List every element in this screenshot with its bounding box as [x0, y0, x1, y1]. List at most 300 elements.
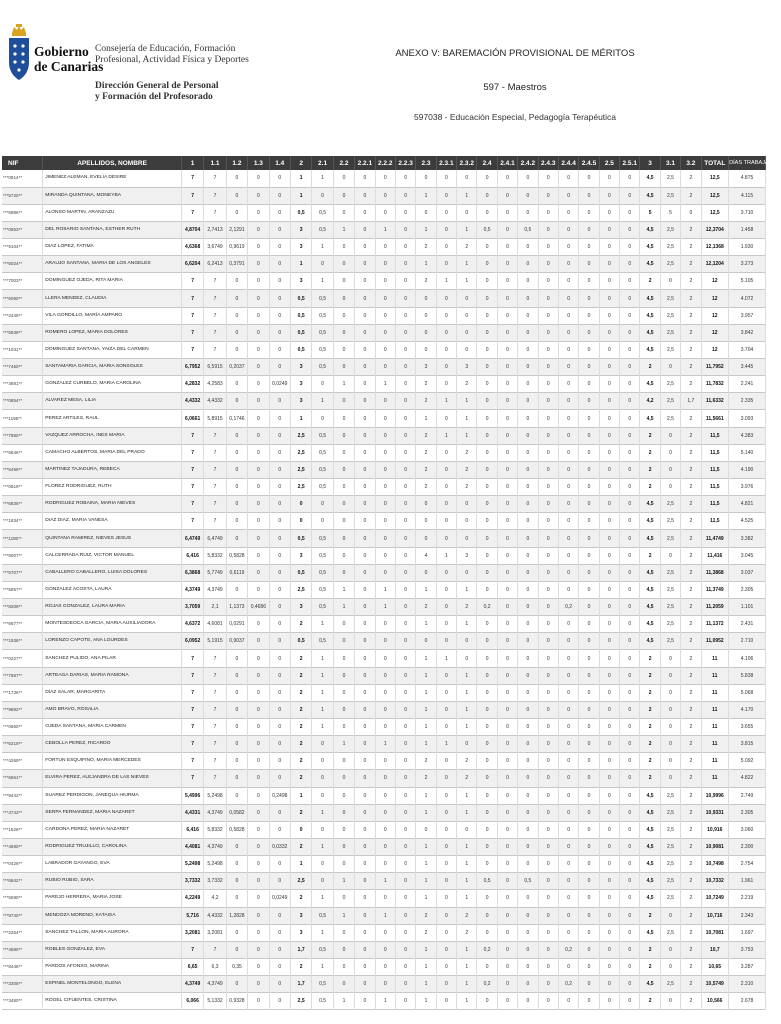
table-cell: LLERA MENDEZ, CLAUDIA — [43, 290, 182, 307]
table-cell: 0 — [375, 359, 395, 376]
table-cell: 4,4331 — [181, 804, 203, 821]
table-cell: 0 — [248, 479, 269, 496]
table-cell: 0 — [375, 461, 395, 478]
table-cell: SANCHEZ PULIDO, ANA PILAR — [43, 650, 182, 667]
table-cell: 0 — [538, 667, 558, 684]
table-cell: 1 — [312, 239, 333, 256]
table-cell: 4,5 — [640, 821, 660, 838]
table-cell: 0 — [395, 513, 415, 530]
table-cell: 0 — [333, 444, 354, 461]
table-cell: 0 — [599, 187, 619, 204]
column-header: 2.2.2 — [375, 156, 395, 170]
table-cell: 0 — [599, 479, 619, 496]
table-cell: 0,5 — [312, 547, 333, 564]
table-cell: 2 — [416, 461, 436, 478]
table-cell: 0 — [579, 530, 599, 547]
table-cell: 0,0249 — [269, 890, 290, 907]
table-cell: 0 — [269, 324, 290, 341]
table-cell: 7 — [181, 701, 203, 718]
table-cell: 0 — [436, 564, 456, 581]
table-cell: 0 — [599, 204, 619, 221]
table-cell: 0 — [599, 821, 619, 838]
table-cell: 0 — [660, 650, 680, 667]
table-cell: 0,5 — [290, 564, 311, 581]
table-row — [2, 976, 766, 993]
table-cell: 0 — [497, 684, 517, 701]
table-cell: 4.190 — [729, 461, 766, 478]
table-cell: 0 — [599, 221, 619, 238]
table-cell: 0 — [579, 273, 599, 290]
table-row — [2, 616, 766, 633]
table-cell: 0 — [558, 993, 578, 1010]
table-cell: 0,5 — [312, 290, 333, 307]
table-cell: 2,5 — [660, 307, 680, 324]
table-cell: 11 — [701, 753, 729, 770]
table-cell: ROMERO LOPEZ, MARIA DOLORES — [43, 324, 182, 341]
table-cell: 1 — [436, 427, 456, 444]
table-cell: 0 — [333, 856, 354, 873]
table-cell: 7 — [181, 187, 203, 204]
table-cell: 0 — [248, 341, 269, 358]
table-cell: 0 — [620, 838, 640, 855]
table-cell: 2 — [640, 479, 660, 496]
table-cell: 0 — [599, 838, 619, 855]
table-cell: 0,6119 — [226, 564, 247, 581]
table-cell: 0 — [599, 701, 619, 718]
table-cell: 0 — [538, 410, 558, 427]
table-cell: 0 — [538, 496, 558, 513]
table-cell: 7 — [204, 170, 226, 187]
table-cell: ***6090** — [2, 290, 43, 307]
table-cell: 0 — [558, 719, 578, 736]
table-cell: 2 — [681, 667, 701, 684]
table-cell: 0 — [518, 393, 538, 410]
table-cell: 0 — [269, 753, 290, 770]
table-cell: 0 — [375, 753, 395, 770]
table-cell: 0 — [457, 650, 477, 667]
table-cell: 0 — [579, 204, 599, 221]
table-cell: 0 — [497, 256, 517, 273]
table-cell: 4,3749 — [204, 976, 226, 993]
table-cell: 7 — [204, 307, 226, 324]
table-cell: 2 — [640, 701, 660, 718]
table-cell: 0 — [518, 976, 538, 993]
table-cell: 0 — [333, 256, 354, 273]
table-cell: 0 — [599, 958, 619, 975]
table-cell: 0 — [248, 684, 269, 701]
table-cell: 0 — [248, 221, 269, 238]
table-cell: 2 — [416, 273, 436, 290]
table-cell: 0 — [248, 890, 269, 907]
table-cell: 0 — [333, 530, 354, 547]
table-cell: 2.749 — [729, 787, 766, 804]
table-cell: 7 — [181, 667, 203, 684]
table-cell: 0 — [599, 324, 619, 341]
table-cell: 0 — [416, 821, 436, 838]
table-cell: 0 — [416, 290, 436, 307]
table-cell: 2.431 — [729, 616, 766, 633]
table-cell: 0 — [248, 496, 269, 513]
table-cell: 2,5 — [660, 393, 680, 410]
table-cell: 4,5 — [640, 307, 660, 324]
table-cell: 1 — [457, 958, 477, 975]
table-cell: 0 — [599, 410, 619, 427]
table-cell: 1 — [416, 187, 436, 204]
table-cell: 0 — [477, 564, 497, 581]
table-cell: ***2264** — [2, 924, 43, 941]
table-cell: 1 — [375, 581, 395, 598]
table-cell: 0 — [579, 941, 599, 958]
table-cell: 3 — [290, 599, 311, 616]
document-subtitle-body: 597 - Maestros — [483, 82, 547, 93]
table-cell: 0 — [620, 290, 640, 307]
table-cell: ***3308** — [2, 976, 43, 993]
table-row — [2, 633, 766, 650]
table-cell: 1 — [416, 667, 436, 684]
table-cell: 2,5 — [660, 890, 680, 907]
table-cell: 1 — [457, 941, 477, 958]
table-cell: 2.678 — [729, 993, 766, 1010]
table-row — [2, 736, 766, 753]
table-cell: 6,3 — [204, 958, 226, 975]
table-cell: 0 — [497, 273, 517, 290]
table-cell: ***8448** — [2, 958, 43, 975]
table-cell: ***7460** — [2, 359, 43, 376]
table-cell: 0 — [416, 564, 436, 581]
table-cell: 1,7 — [290, 976, 311, 993]
table-cell: 0 — [599, 444, 619, 461]
table-cell: 0 — [620, 804, 640, 821]
table-cell: 2 — [681, 907, 701, 924]
table-cell: 0 — [248, 804, 269, 821]
table-cell: 0 — [457, 496, 477, 513]
table-cell: 0 — [416, 324, 436, 341]
table-cell: 11 — [701, 770, 729, 787]
table-cell: ***1031** — [2, 341, 43, 358]
table-row — [2, 856, 766, 873]
table-cell: 0 — [477, 753, 497, 770]
table-cell: 0 — [599, 599, 619, 616]
table-cell: 2 — [681, 564, 701, 581]
table-cell: 0 — [518, 564, 538, 581]
table-cell: 3 — [290, 221, 311, 238]
table-cell: 0 — [395, 307, 415, 324]
table-cell: 0 — [355, 684, 375, 701]
table-cell: 0 — [312, 256, 333, 273]
table-cell: 0 — [538, 838, 558, 855]
table-cell: 0 — [538, 753, 558, 770]
table-cell: 0 — [660, 701, 680, 718]
table-cell: 0 — [248, 719, 269, 736]
table-cell: 0 — [558, 650, 578, 667]
table-cell: 11,416 — [701, 547, 729, 564]
table-cell: 11 — [701, 650, 729, 667]
table-cell: 2 — [416, 239, 436, 256]
table-cell: 1 — [333, 736, 354, 753]
table-cell: 0 — [436, 804, 456, 821]
column-header: 2.4.4 — [558, 156, 578, 170]
table-cell: 10,7498 — [701, 856, 729, 873]
table-cell: 0 — [355, 341, 375, 358]
table-cell: 1 — [416, 958, 436, 975]
table-cell: 0 — [375, 976, 395, 993]
table-cell: 0 — [333, 324, 354, 341]
table-cell: 0,5 — [290, 341, 311, 358]
table-cell: GONZALEZ CURBELO, MARIA CAROLINA — [43, 376, 182, 393]
table-cell: 1 — [375, 221, 395, 238]
table-cell: 0 — [579, 393, 599, 410]
table-cell: RUBIO RUBIO, SARA — [43, 873, 182, 890]
table-cell: 0 — [599, 684, 619, 701]
table-cell: 1 — [436, 547, 456, 564]
table-cell: 0 — [333, 719, 354, 736]
table-cell: ***2449** — [2, 307, 43, 324]
table-cell: 3.710 — [729, 204, 766, 221]
table-cell: 0 — [538, 204, 558, 221]
table-cell: 2 — [681, 170, 701, 187]
table-row — [2, 256, 766, 273]
table-cell: CARDONA PEREZ, MARIA NAZARET — [43, 821, 182, 838]
table-cell: ***1195** — [2, 410, 43, 427]
table-cell: 0,5 — [312, 307, 333, 324]
column-header: 2.1 — [312, 156, 333, 170]
table-cell: 0 — [558, 239, 578, 256]
table-cell: 4,5 — [640, 496, 660, 513]
table-cell: 1 — [457, 273, 477, 290]
table-cell: 0 — [375, 616, 395, 633]
table-cell: 0 — [497, 770, 517, 787]
table-cell: 0 — [248, 993, 269, 1010]
table-cell: 0 — [681, 204, 701, 221]
table-cell: 10,9331 — [701, 804, 729, 821]
table-cell: 3.445 — [729, 359, 766, 376]
table-cell: 4,4332 — [204, 393, 226, 410]
table-cell: 0 — [599, 170, 619, 187]
table-cell: 0 — [660, 359, 680, 376]
table-cell: 1 — [436, 393, 456, 410]
table-cell: 0 — [248, 256, 269, 273]
table-cell: 0 — [436, 941, 456, 958]
table-cell: 4,5 — [640, 924, 660, 941]
table-cell: 0 — [538, 907, 558, 924]
table-cell: 0 — [579, 753, 599, 770]
table-cell: 7 — [204, 341, 226, 358]
table-cell: 0 — [518, 838, 538, 855]
table-cell: 0 — [620, 958, 640, 975]
table-cell: 0 — [436, 581, 456, 598]
table-cell: 0 — [620, 633, 640, 650]
table-cell: 0 — [395, 667, 415, 684]
table-cell: 0 — [579, 547, 599, 564]
table-cell: 5,4996 — [181, 787, 203, 804]
table-cell: 4,2583 — [204, 376, 226, 393]
table-cell: 0 — [269, 187, 290, 204]
table-cell: 1 — [416, 804, 436, 821]
table-cell: 10,7 — [701, 941, 729, 958]
table-cell: 0 — [477, 821, 497, 838]
table-cell: 3.842 — [729, 324, 766, 341]
table-cell: 0 — [538, 324, 558, 341]
table-cell: 0 — [226, 341, 247, 358]
table-cell: 0 — [226, 976, 247, 993]
table-cell: 0 — [599, 924, 619, 941]
table-cell: 12,1204 — [701, 256, 729, 273]
table-cell: 2 — [457, 239, 477, 256]
table-cell: 0 — [269, 599, 290, 616]
table-cell: 0 — [355, 547, 375, 564]
table-cell: 0 — [497, 787, 517, 804]
table-cell: 2,5 — [290, 993, 311, 1010]
table-cell: 0 — [269, 239, 290, 256]
table-row — [2, 427, 766, 444]
table-cell: 0 — [226, 376, 247, 393]
table-cell: 0 — [269, 650, 290, 667]
table-cell: 6,4749 — [204, 530, 226, 547]
table-cell: 0 — [558, 410, 578, 427]
table-cell: 0 — [558, 770, 578, 787]
table-cell: 4,5 — [640, 581, 660, 598]
table-cell: 2 — [681, 581, 701, 598]
table-cell: 11 — [701, 719, 729, 736]
table-cell: 1 — [416, 410, 436, 427]
table-cell: 2 — [681, 787, 701, 804]
table-cell: 0 — [248, 547, 269, 564]
table-cell: 0 — [477, 324, 497, 341]
table-cell: 2,5 — [660, 496, 680, 513]
table-cell: 0 — [518, 496, 538, 513]
org-line-1: Consejería de Educación, Formación — [95, 44, 236, 54]
table-cell: 4,5 — [640, 838, 660, 855]
table-cell: 0 — [355, 273, 375, 290]
table-cell: 4.115 — [729, 187, 766, 204]
table-cell: ***5007** — [2, 547, 43, 564]
table-cell: 0 — [599, 941, 619, 958]
table-cell: 12,5 — [701, 187, 729, 204]
table-cell: 2,5 — [660, 581, 680, 598]
table-cell: 6,0661 — [181, 410, 203, 427]
document-header — [0, 0, 768, 150]
table-cell: DOMINGUEZ OJEDA, RITA MARIA — [43, 273, 182, 290]
table-cell: 7 — [181, 650, 203, 667]
table-cell: 2.300 — [729, 838, 766, 855]
table-cell: 7 — [181, 513, 203, 530]
table-cell: 0 — [599, 753, 619, 770]
table-cell: 7 — [204, 667, 226, 684]
table-cell: 0 — [477, 444, 497, 461]
table-cell: 0 — [290, 513, 311, 530]
table-cell: 4,6368 — [181, 239, 203, 256]
table-cell: 4,5 — [640, 804, 660, 821]
table-cell: 0 — [497, 873, 517, 890]
table-cell: 2 — [457, 376, 477, 393]
table-cell: 11,5 — [701, 513, 729, 530]
table-row — [2, 496, 766, 513]
table-cell: 0 — [558, 427, 578, 444]
table-cell: 0 — [477, 496, 497, 513]
table-cell: 0 — [497, 599, 517, 616]
table-cell: 0 — [333, 410, 354, 427]
table-cell: 0 — [518, 273, 538, 290]
table-cell: 1 — [290, 787, 311, 804]
table-cell: 0 — [355, 821, 375, 838]
column-header: 2.2.3 — [395, 156, 415, 170]
table-cell: 11,5 — [701, 479, 729, 496]
table-cell: 0 — [375, 324, 395, 341]
table-cell: 0 — [477, 290, 497, 307]
table-cell: 0 — [248, 204, 269, 221]
table-cell: 7 — [204, 753, 226, 770]
table-cell: 0 — [436, 821, 456, 838]
table-cell: 0 — [436, 341, 456, 358]
table-cell: 12 — [701, 324, 729, 341]
table-cell: 0 — [599, 461, 619, 478]
table-cell: AMO BRAVO, ROSALIA — [43, 701, 182, 718]
table-cell: 0,5 — [518, 873, 538, 890]
table-cell: FLOREZ RODRIGUEZ, RUTH — [43, 479, 182, 496]
table-cell: 0 — [269, 873, 290, 890]
table-cell: 0 — [518, 856, 538, 873]
table-cell: DEL ROSARIO SANTANA, ESTHER RUTH — [43, 221, 182, 238]
table-cell: 0 — [579, 599, 599, 616]
table-cell: 0 — [355, 770, 375, 787]
table-cell: 0 — [375, 239, 395, 256]
table-cell: 0 — [497, 461, 517, 478]
table-row — [2, 753, 766, 770]
table-cell: 0 — [477, 307, 497, 324]
table-cell: 0 — [355, 256, 375, 273]
table-cell: 5.140 — [729, 444, 766, 461]
table-cell: 0 — [248, 976, 269, 993]
table-cell: 0 — [660, 736, 680, 753]
table-cell: 0,5 — [312, 993, 333, 1010]
table-cell: 2.710 — [729, 633, 766, 650]
table-cell: 2 — [681, 633, 701, 650]
table-cell: 2 — [681, 427, 701, 444]
table-cell: 0 — [497, 821, 517, 838]
table-cell: 0 — [248, 461, 269, 478]
table-cell: 3.704 — [729, 341, 766, 358]
table-cell: 0 — [620, 787, 640, 804]
table-cell: 3,7332 — [204, 873, 226, 890]
table-cell: 0 — [579, 307, 599, 324]
table-cell: 4,5 — [640, 256, 660, 273]
table-cell: 0,9328 — [226, 993, 247, 1010]
table-cell: 0 — [333, 273, 354, 290]
table-cell: 0 — [248, 307, 269, 324]
table-cell: 0 — [436, 856, 456, 873]
column-header: 2.4.2 — [518, 156, 538, 170]
table-cell: 0 — [579, 907, 599, 924]
table-cell: 0 — [355, 221, 375, 238]
table-cell: 0 — [355, 993, 375, 1010]
table-cell: 0 — [248, 924, 269, 941]
table-cell: FORTUN ESQUIFINO, MARIA MERCEDES — [43, 753, 182, 770]
table-cell: 0 — [355, 324, 375, 341]
table-cell: ***6024** — [2, 256, 43, 273]
table-cell: 0 — [518, 307, 538, 324]
table-cell: 0 — [538, 821, 558, 838]
table-cell: 0 — [518, 787, 538, 804]
table-cell: 2,5 — [660, 170, 680, 187]
table-cell: 0,2 — [558, 599, 578, 616]
table-cell: 0 — [620, 753, 640, 770]
table-cell: 0 — [538, 444, 558, 461]
table-cell: ***6677** — [2, 616, 43, 633]
table-cell: 7 — [181, 204, 203, 221]
table-cell: 2.305 — [729, 804, 766, 821]
table-cell: 0 — [312, 736, 333, 753]
table-cell: 0 — [312, 856, 333, 873]
